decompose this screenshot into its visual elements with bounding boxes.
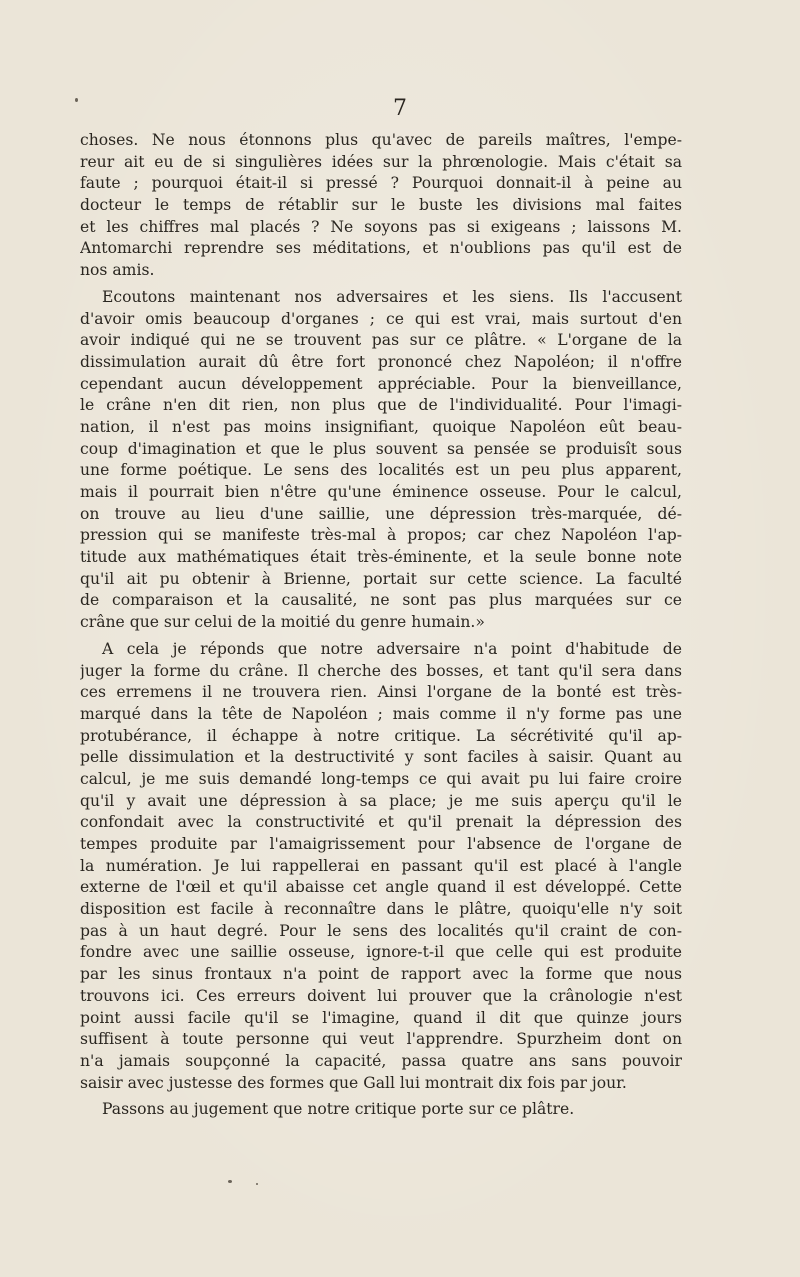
text-line: externe de l'œil et qu'il abaisse cet angle quand il est développé. Cette [80,878,682,897]
text-line: le crâne n'en dit rien, non plus que de l'individualité. Pour l'imagi- [80,396,682,415]
paragraph [80,1099,682,1121]
text-line: suffisent à toute personne qui veut l'apprendre. Spurzheim dont on [80,1030,682,1049]
text-line: tempes produite par l'amaigrissement pour l'absence de l'organe de [80,835,682,853]
body-text [80,130,682,1121]
text-line: trouvons ici. Ces erreurs doivent lui prouver que la crânologie n'est [80,986,682,1005]
text-line: n'a jamais soupçonné la capacité, passa quatre ans sans pouvoir [80,1051,682,1070]
text-line: avoir indiqué qui ne se trouvent pas sur ce plâtre. « L'organe de la [80,331,682,350]
text-line: protubérance, il échappe à notre critique. La sécrétivité qu'il ap- [80,726,682,745]
text-line: choses. Ne nous étonnons plus qu'avec de pareils maîtres, l'empe- [80,131,682,149]
paragraph [80,130,682,282]
text-line: coup d'imagination et que le plus souvent sa pensée se produisît sous [80,439,682,458]
text-line: point aussi facile qu'il se l'imagine, quand il dit que quinze jours [80,1008,682,1027]
text-line: de comparaison et la causalité, ne sont pas plus marquées sur ce [80,591,682,610]
text-line: Antomarchi reprendre ses méditations, et n'oublions pas qu'il est de [80,239,682,258]
text-line: juger la forme du crâne. Il cherche des bosses, et tant qu'il sera dans [80,661,682,680]
text-line: Passons au jugement que notre critique porte sur ce plâtre. [102,1100,575,1119]
ink-speck [228,1180,232,1183]
paragraph [80,639,682,1094]
ink-speck [256,1183,258,1185]
text-line: nation, il n'est pas moins insignifiant, quoique Napoléon eût beau- [80,417,682,436]
text-line: faute ; pourquoi était-il si pressé ? Pourquoi donnait-il à peine au [80,174,682,193]
text-line: mais il pourrait bien n'être qu'une éminence osseuse. Pour le calcul, [80,483,682,501]
text-line: titude aux mathématiques était très-éminente, et la seule bonne note [80,548,682,567]
text-line: pas à un haut degré. Pour le sens des localités qu'il craint de con- [80,921,682,940]
text-line: une forme poétique. Le sens des localités est un peu plus apparent, [80,461,682,480]
text-line: par les sinus frontaux n'a point de rapport avec la forme que nous [80,965,682,984]
text-line: cependant aucun développement appréciable. Pour la bienveillance, [80,374,682,393]
text-line: qu'il ait pu obtenir à Brienne, portait sur cette science. La faculté [80,569,682,588]
text-line: fondre avec une saillie osseuse, ignore-t-il que celle qui est produite [80,943,682,962]
text-line: crâne que sur celui de la moitié du genre humain.» [80,613,485,632]
text-line: dissimulation aurait dû être fort prononcé chez Napoléon; il n'offre [80,352,682,371]
text-line: nos amis. [80,261,155,280]
text-line: qu'il y avait une dépression à sa place; je me suis aperçu qu'il le [80,791,682,810]
text-line: calcul, je me suis demandé long-temps ce qui avait pu lui faire croire [80,769,682,788]
paragraph [80,287,682,634]
text-line: marqué dans la tête de Napoléon ; mais comme il n'y forme pas une [80,704,682,723]
text-line: reur ait eu de si singulières idées sur la phrœnologie. Mais c'était sa [80,152,682,171]
text-line: A cela je réponds que notre adversaire n'a point d'habitude de [102,639,682,658]
text-line: confondait avec la constructivité et qu'il prenait la dépression des [80,813,682,832]
text-line: pelle dissimulation et la destructivité y sont faciles à saisir. Quant au [80,748,682,767]
text-line: on trouve au lieu d'une saillie, une dépression très-marquée, dé- [80,504,682,523]
text-line: saisir avec justesse des formes que Gall lui montrait dix fois par jour. [80,1073,627,1092]
page-number: 7 [393,96,407,121]
text-line: d'avoir omis beaucoup d'organes ; ce qui est vrai, mais surtout d'en [80,309,682,328]
text-line: et les chiffres mal placés ? Ne soyons pas si exigeans ; laissons M. [80,217,682,236]
text-line: la numération. Je lui rappellerai en passant qu'il est placé à l'angle [80,856,682,875]
text-line: pression qui se manifeste très-mal à propos; car chez Napoléon l'ap- [80,526,682,545]
text-line: disposition est facile à reconnaître dans le plâtre, quoiqu'elle n'y soit [80,900,682,919]
text-line: Ecoutons maintenant nos adversaires et les siens. Ils l'accusent [102,287,682,306]
text-line: ces erremens il ne trouvera rien. Ainsi l'organe de la bonté est très- [80,683,682,702]
text-line: docteur le temps de rétablir sur le buste les divisions mal faites [80,196,682,215]
